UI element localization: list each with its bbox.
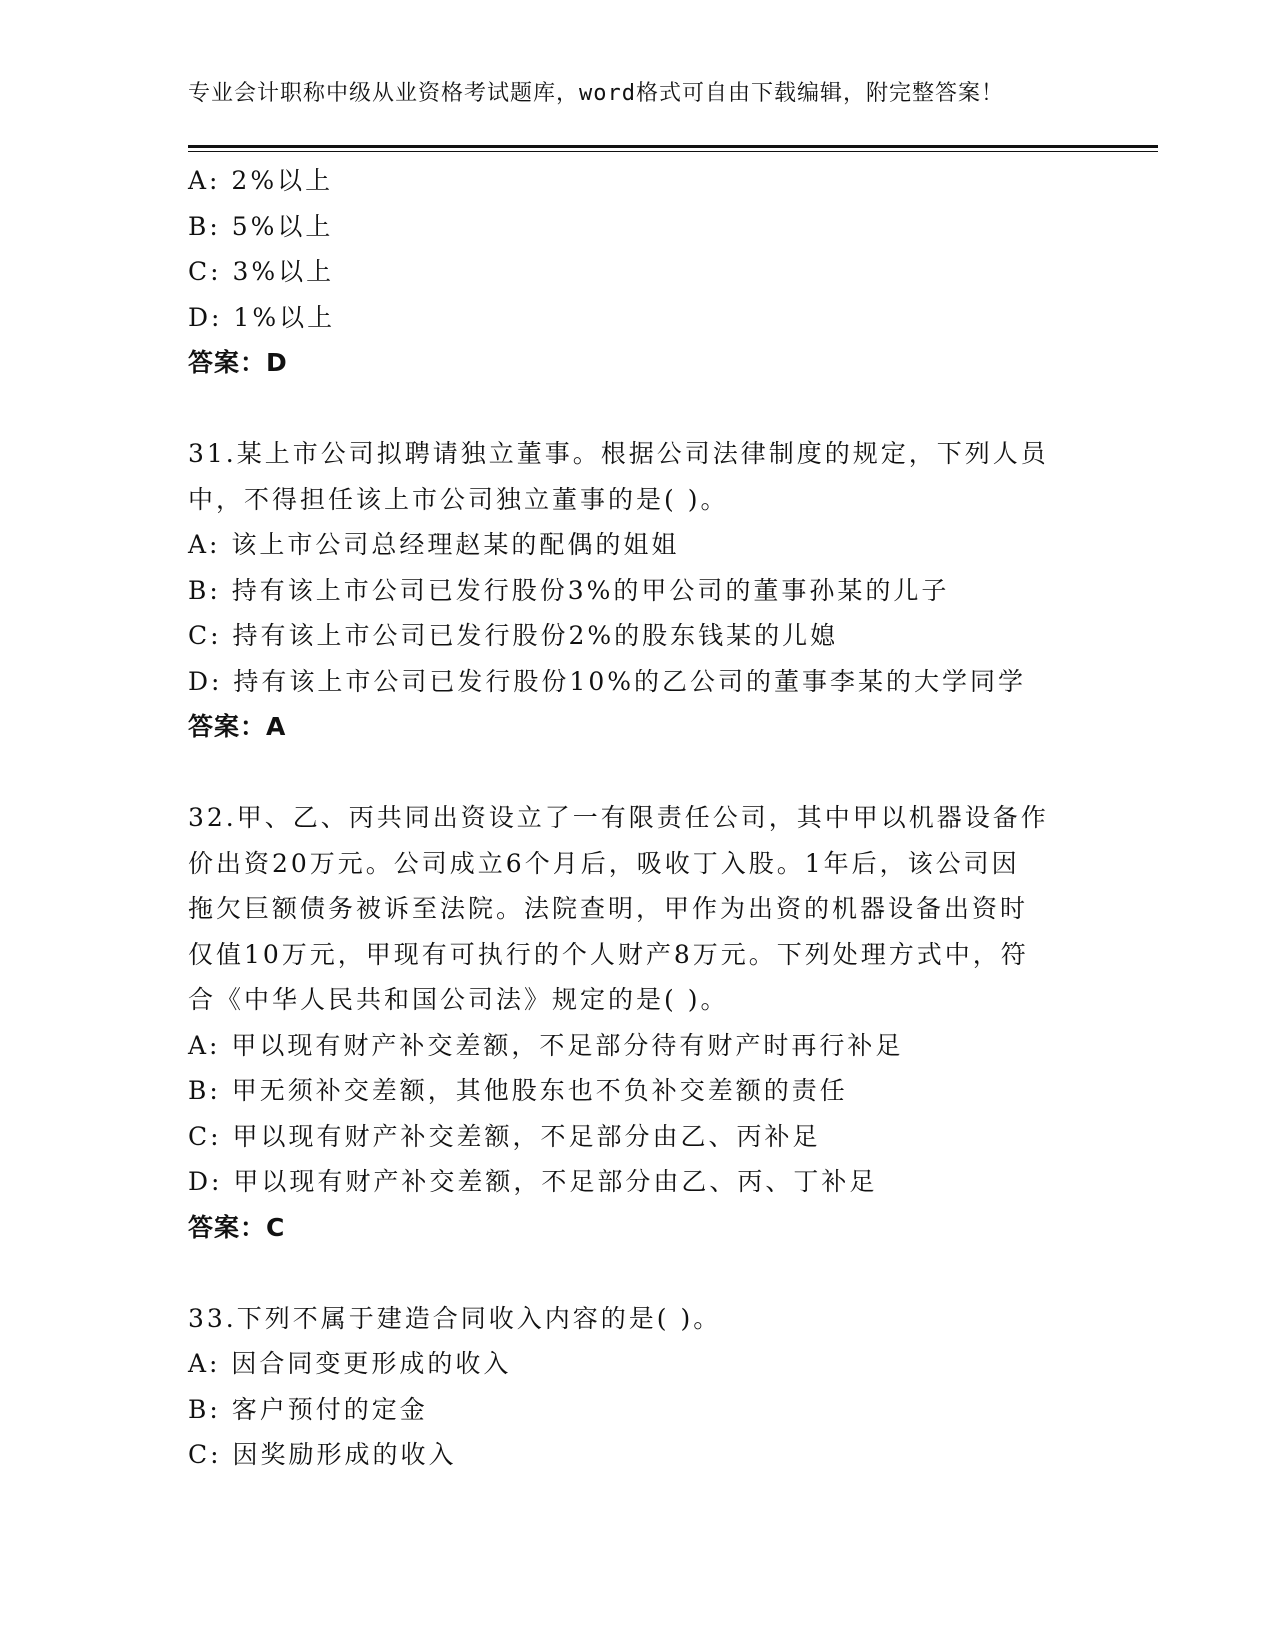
option-c: C: 甲以现有财产补交差额，不足部分由乙、丙补足 bbox=[188, 1121, 821, 1151]
answer: 答案：A bbox=[188, 712, 287, 741]
option-b: B: 5%以上 bbox=[188, 211, 334, 241]
option-b: B: 客户预付的定金 bbox=[188, 1394, 428, 1424]
question-content bbox=[188, 158, 1088, 1478]
question-stem-line: 中，不得担任该上市公司独立董事的是( )。 bbox=[188, 484, 729, 514]
question-stem-line: 拖欠巨额债务被诉至法院。法院查明，甲作为出资的机器设备出资时 bbox=[188, 894, 1029, 923]
question-stem-line: 33.下列不属于建造合同收入内容的是( )。 bbox=[188, 1303, 722, 1333]
question-stem-line: 仅值10万元，甲现有可执行的个人财产8万元。下列处理方式中，符 bbox=[188, 939, 1029, 969]
question-stem-line: 合《中华人民共和国公司法》规定的是( )。 bbox=[188, 985, 729, 1014]
question-stem-line: 31.某上市公司拟聘请独立董事。根据公司法律制度的规定，下列人员 bbox=[188, 439, 1049, 468]
answer: 答案：C bbox=[188, 1212, 286, 1242]
option-d: D: 持有该上市公司已发行股份10%的乙公司的董事李某的大学同学 bbox=[188, 666, 1026, 696]
option-d: D: 1%以上 bbox=[188, 302, 336, 332]
question-stem-line: 32.甲、乙、丙共同出资设立了一有限责任公司，其中甲以机器设备作 bbox=[188, 803, 1049, 832]
spacer bbox=[188, 750, 1088, 796]
option-a: A: 甲以现有财产补交差额，不足部分待有财产时再行补足 bbox=[188, 1030, 904, 1060]
question-32 bbox=[188, 795, 1088, 1250]
header-rule-thick bbox=[188, 145, 1158, 148]
spacer bbox=[188, 1250, 1088, 1296]
option-c: C: 持有该上市公司已发行股份2%的股东钱某的儿媳 bbox=[188, 621, 839, 650]
option-c: C: 3%以上 bbox=[188, 257, 335, 286]
option-a: A: 该上市公司总经理赵某的配偶的姐姐 bbox=[188, 530, 680, 559]
question-stem-line: 价出资20万元。公司成立6个月后，吸收丁入股。1年后，该公司因 bbox=[188, 848, 1020, 878]
header-rule-thin bbox=[188, 151, 1158, 152]
page-header: 专业会计职称中级从业资格考试题库，word格式可自由下载编辑，附完整答案！ bbox=[188, 81, 1004, 106]
question-31 bbox=[188, 431, 1088, 750]
option-b: B: 持有该上市公司已发行股份3%的甲公司的董事孙某的儿子 bbox=[188, 575, 950, 605]
option-c: C: 因奖励形成的收入 bbox=[188, 1440, 457, 1469]
option-b: B: 甲无须补交差额，其他股东也不负补交差额的责任 bbox=[188, 1076, 848, 1105]
question-33 bbox=[188, 1296, 1088, 1478]
option-a: A: 2%以上 bbox=[188, 166, 334, 195]
option-d: D: 甲以现有财产补交差额，不足部分由乙、丙、丁补足 bbox=[188, 1167, 878, 1196]
option-a: A: 因合同变更形成的收入 bbox=[188, 1349, 512, 1378]
spacer bbox=[188, 386, 1088, 432]
answer: 答案：D bbox=[188, 348, 288, 377]
prev-question bbox=[188, 158, 1088, 386]
